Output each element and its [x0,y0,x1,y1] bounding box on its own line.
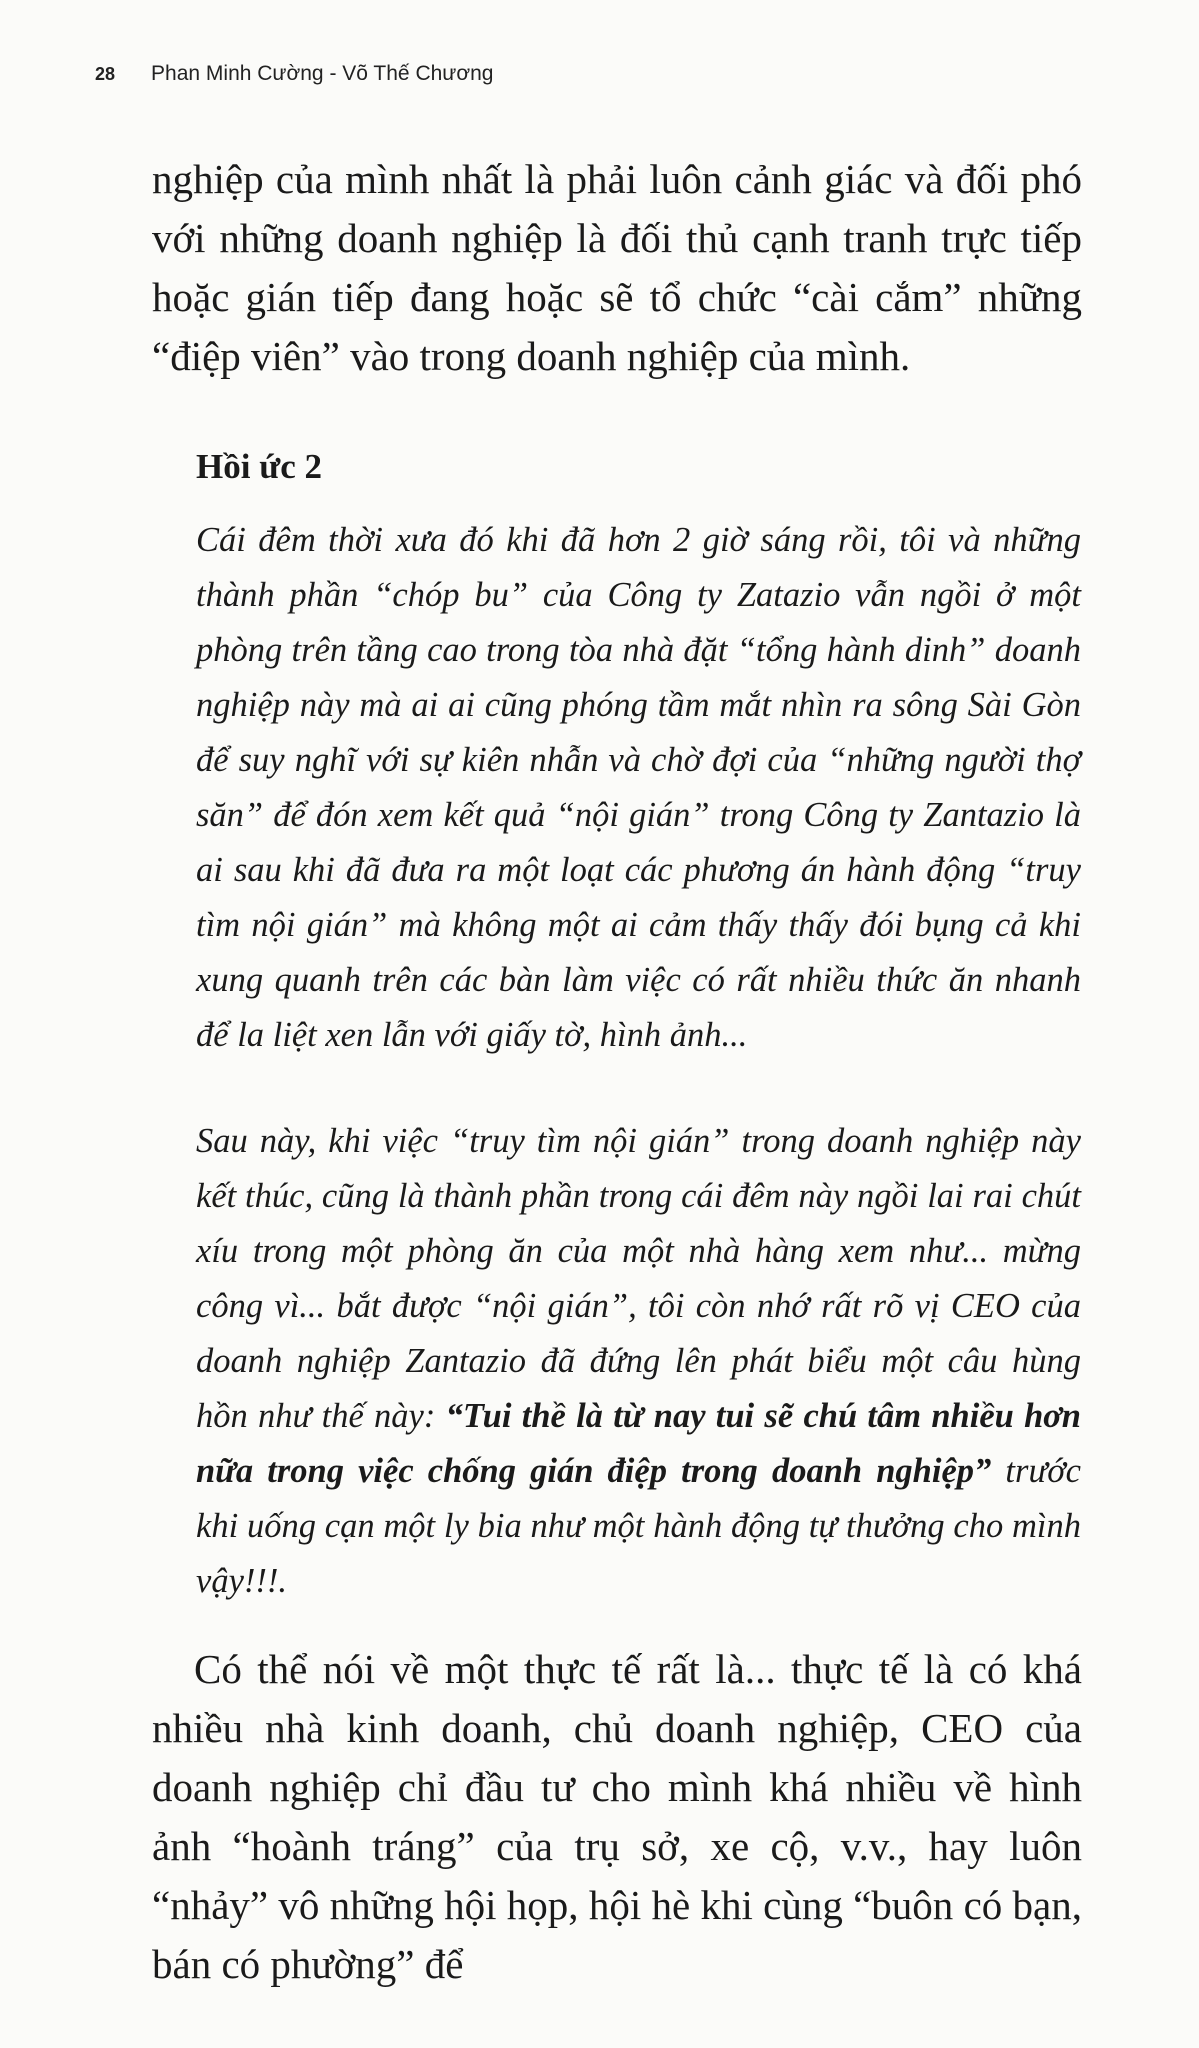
author-names: Phan Minh Cường - Võ Thế Chương [151,62,494,85]
body-paragraph-1: nghiệp của mình nhất là phải luôn cảnh giác và đối phó với những doanh nghiệp là đối thủ cạnh tranh trực tiếp hoặc gián tiếp đang hoặc sẽ tổ chức “cài cắm” những “điệp viên” vào trong doanh nghiệp của mình. [152,156,1082,379]
memoir-2-intro: Sau này, khi việc “truy tìm nội gián” trong doanh nghiệp này kết thúc, cũng là thành phần trong cái đêm này ngồi lai rai chút xíu trong một phòng ăn của một nhà hàng xem như... mừng công vì... bắt được “nội gián”, tôi còn nhớ rất rõ vị CEO của doanh nghiệp Zantazio đã đứng lên phát biểu một câu hùng hồn như thế này: [196,1122,1081,1435]
memoir-paragraph-2 [196,1114,1081,1609]
section-heading: Hồi ức 2 [196,447,322,486]
page-number: 28 [95,64,116,84]
memoir-2-outro: trước khi uống cạn một ly bia như một hành động tự thưởng cho mình vậy!!!. [196,1452,1081,1600]
ceo-quote: “Tui thề là từ nay tui sẽ chú tâm nhiều hơn nữa trong việc chống gián điệp trong doanh nghiệp” [196,1397,1081,1490]
body-paragraph-2: Có thể nói về một thực tế rất là... thực tế là có khá nhiều nhà kinh doanh, chủ doanh nghiệp, CEO của doanh nghiệp chỉ đầu tư cho mình khá nhiều về hình ảnh “hoành tráng” của trụ sở, xe cộ, v.v., hay luôn “nhảy” vô những hội họp, hội hè khi cùng “buôn có bạn, bán có phường” để [152,1646,1082,1987]
memoir-paragraph-1: Cái đêm thời xưa đó khi đã hơn 2 giờ sáng rồi, tôi và những thành phần “chóp bu” của Công ty Zatazio vẫn ngồi ở một phòng trên tầng cao trong tòa nhà đặt “tổng hành dinh” doanh nghiệp này mà ai ai cũng phóng tầm mắt nhìn ra sông Sài Gòn để suy nghĩ với sự kiên nhẫn và chờ đợi của “những người thợ săn” để đón xem kết quả “nội gián” trong Công ty Zantazio là ai sau khi đã đưa ra một loạt các phương án hành động “truy tìm nội gián” mà không một ai cảm thấy thấy đói bụng cả khi xung quanh trên các bàn làm việc có rất nhiều thức ăn nhanh để la liệt xen lẫn với giấy tờ, hình ảnh... [196,521,1081,1054]
running-header [95,62,493,86]
